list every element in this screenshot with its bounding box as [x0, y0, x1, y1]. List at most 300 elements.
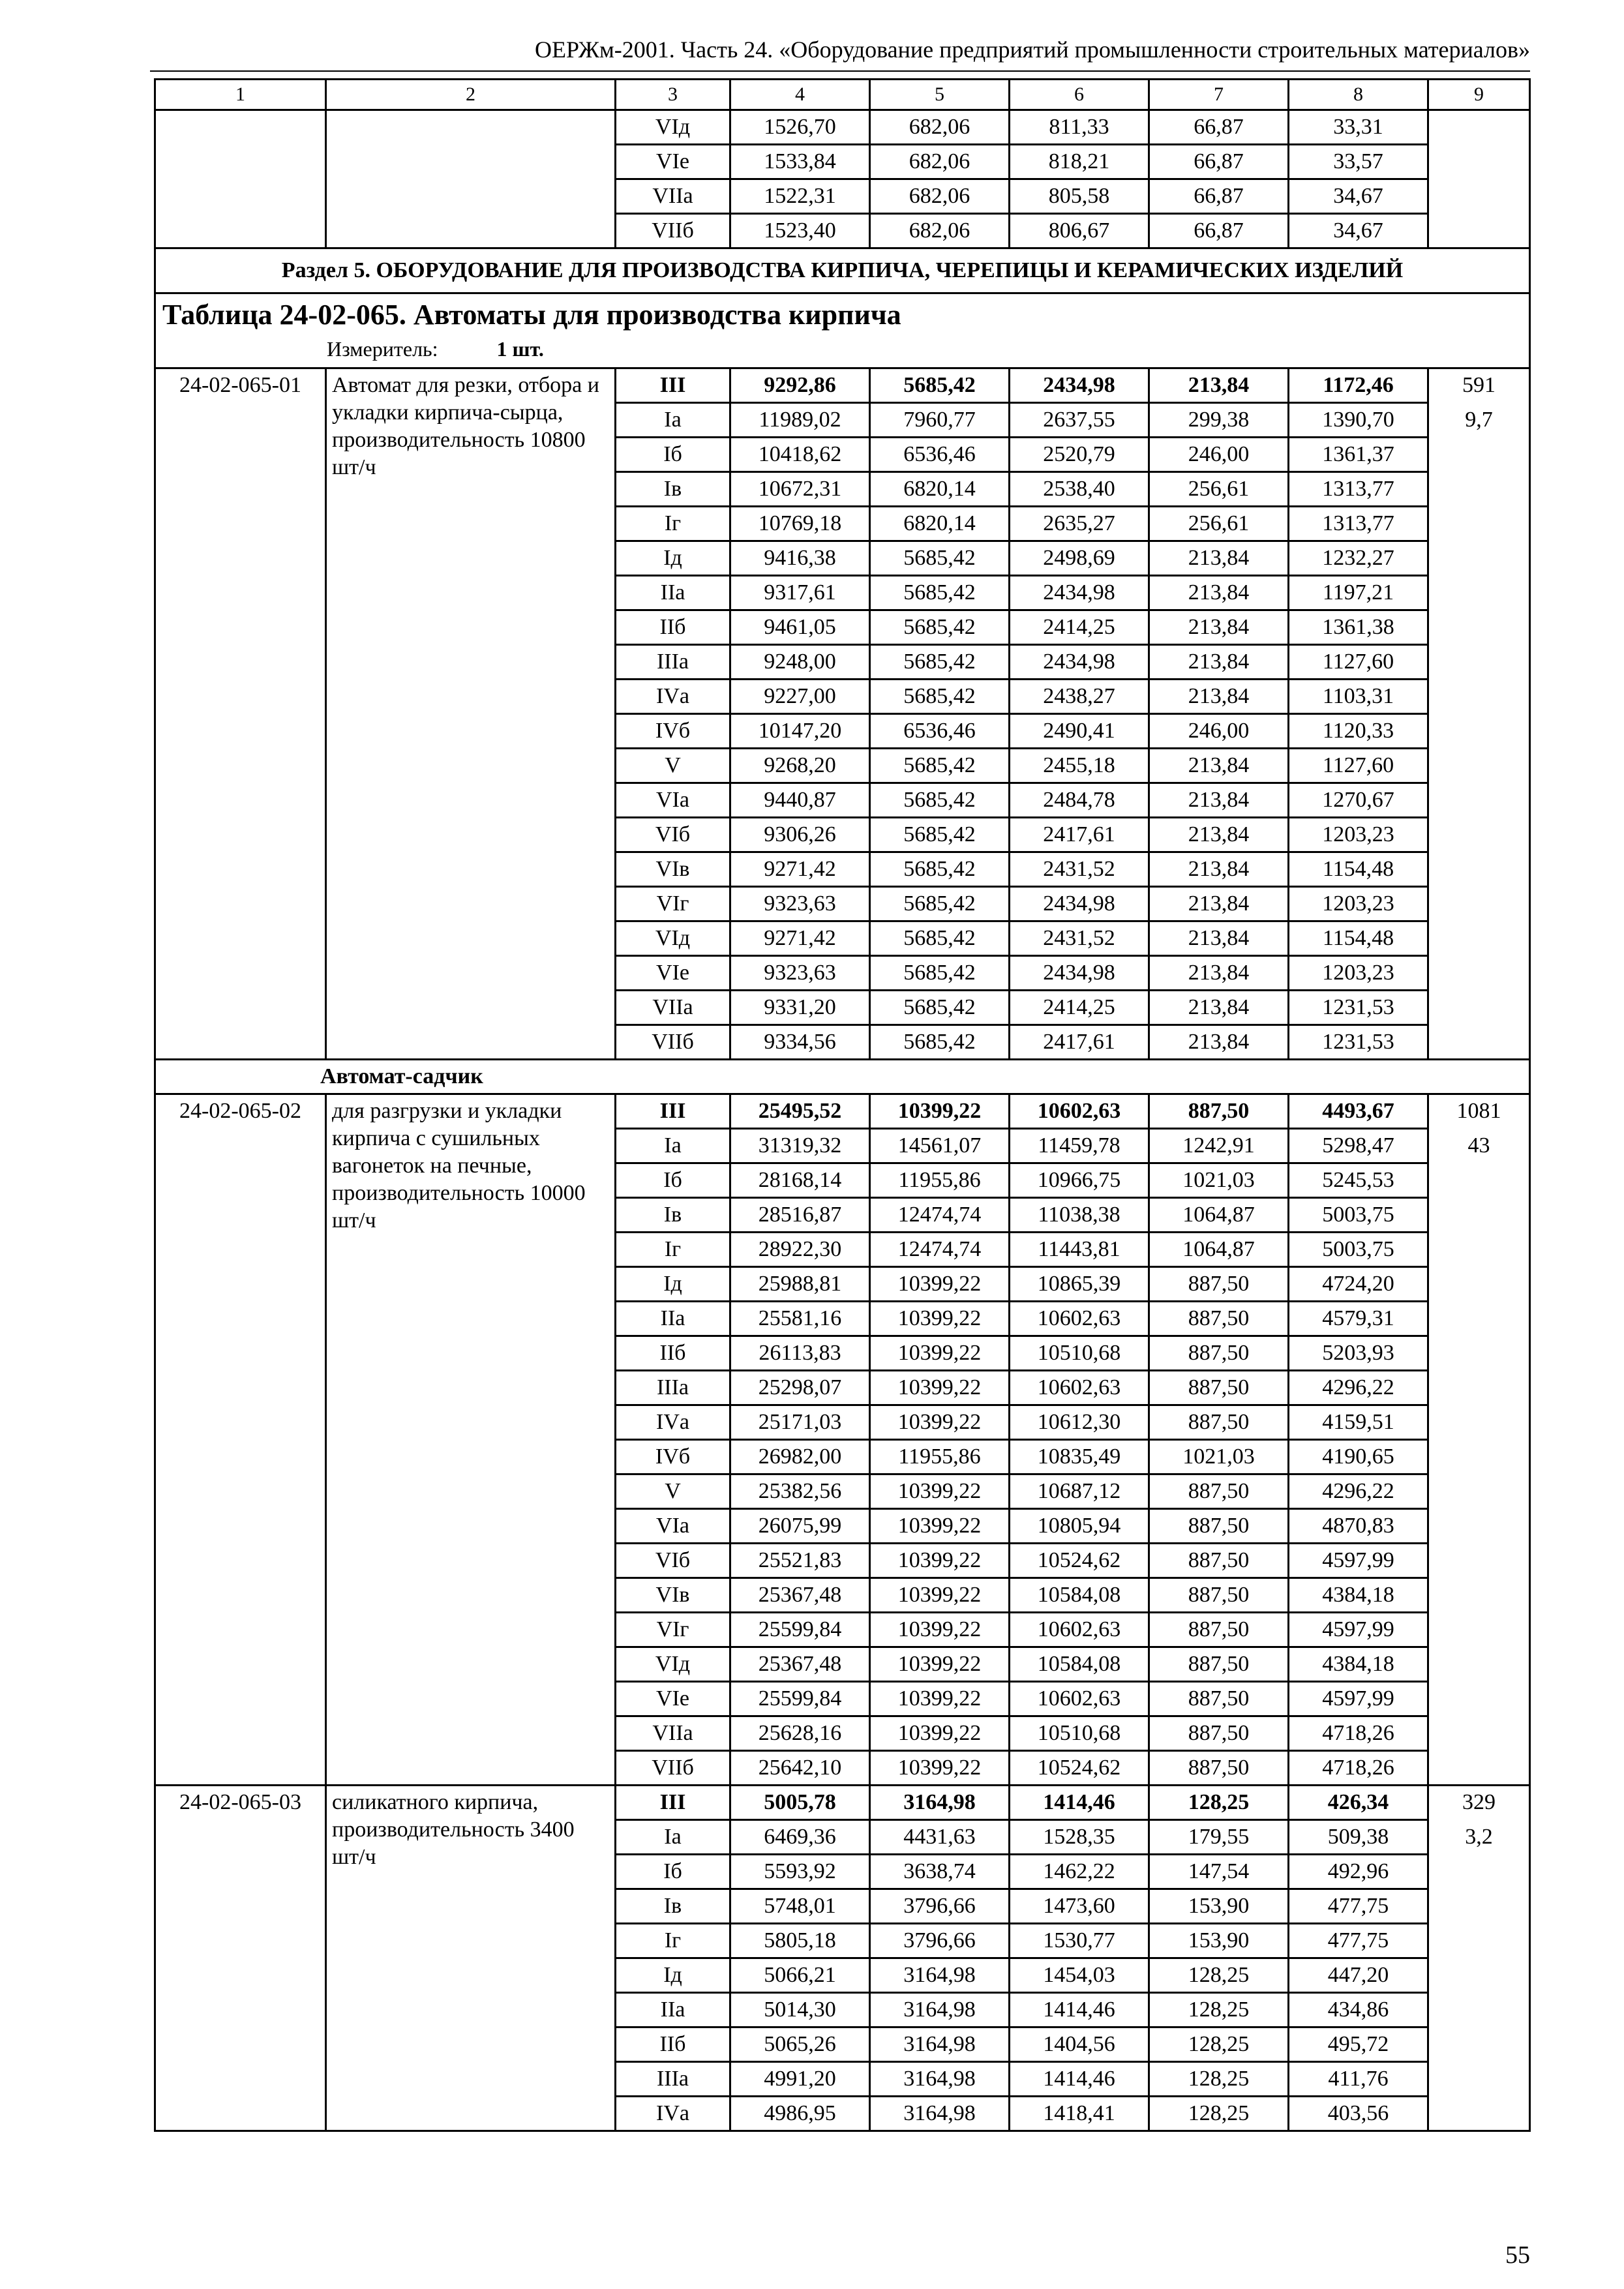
- total-cost-cell: 26075,99: [730, 1509, 870, 1544]
- materials-cell: 33,31: [1289, 110, 1428, 145]
- column-number: 7: [1149, 80, 1289, 110]
- operator-wages-cell: 887,50: [1149, 1267, 1289, 1302]
- materials-cell: 4597,99: [1289, 1613, 1428, 1647]
- column-number: 5: [870, 80, 1010, 110]
- zone-cell: VIв: [616, 852, 730, 887]
- table-row: [155, 1786, 1530, 1820]
- zone-cell: IVб: [616, 714, 730, 749]
- machine-cost-cell: 1473,60: [1010, 1889, 1149, 1924]
- operator-wages-cell: 1021,03: [1149, 1440, 1289, 1474]
- materials-cell: 4579,31: [1289, 1302, 1428, 1336]
- total-cost-cell: 26113,83: [730, 1336, 870, 1371]
- machine-cost-cell: 2414,25: [1010, 610, 1149, 645]
- section-title: Раздел 5. ОБОРУДОВАНИЕ ДЛЯ ПРОИЗВОДСТВА КИРПИЧА, ЧЕРЕПИЦЫ И КЕРАМИЧЕСКИХ ИЗДЕЛИЙ: [155, 248, 1530, 293]
- machine-cost-cell: 2414,25: [1010, 991, 1149, 1025]
- header-rule: [150, 70, 1530, 72]
- machine-cost-cell: 811,33: [1010, 110, 1149, 145]
- wages-cell: 3164,98: [870, 1786, 1010, 1820]
- wages-cell: 10399,22: [870, 1751, 1010, 1786]
- machine-cost-cell: 2431,52: [1010, 921, 1149, 956]
- zone-cell: IVб: [616, 1440, 730, 1474]
- total-cost-cell: 5065,26: [730, 2027, 870, 2062]
- machine-cost-cell: 10966,75: [1010, 1163, 1149, 1198]
- operator-wages-cell: 128,25: [1149, 1958, 1289, 1993]
- operator-wages-cell: 66,87: [1149, 110, 1289, 145]
- total-cost-cell: 9331,20: [730, 991, 870, 1025]
- materials-cell: 447,20: [1289, 1958, 1428, 1993]
- machine-cost-cell: 1418,41: [1010, 2097, 1149, 2131]
- operator-wages-cell: 887,50: [1149, 1302, 1289, 1336]
- wages-cell: 10399,22: [870, 1682, 1010, 1716]
- total-cost-cell: 9306,26: [730, 818, 870, 852]
- wages-cell: 6536,46: [870, 438, 1010, 472]
- wages-cell: 5685,42: [870, 749, 1010, 783]
- total-cost-cell: 5014,30: [730, 1993, 870, 2027]
- zone-cell: VIIа: [616, 1716, 730, 1751]
- operator-wages-cell: 213,84: [1149, 541, 1289, 576]
- total-cost-cell: 25988,81: [730, 1267, 870, 1302]
- zone-cell: VIIб: [616, 1751, 730, 1786]
- column-number: 4: [730, 80, 870, 110]
- total-cost-cell: 10147,20: [730, 714, 870, 749]
- materials-cell: 1231,53: [1289, 991, 1428, 1025]
- total-cost-cell: 5748,01: [730, 1889, 870, 1924]
- total-cost-cell: 9248,00: [730, 645, 870, 680]
- operator-wages-cell: 213,84: [1149, 921, 1289, 956]
- total-cost-cell: 9334,56: [730, 1025, 870, 1060]
- zone-cell: VIIб: [616, 1025, 730, 1060]
- wages-cell: 10399,22: [870, 1094, 1010, 1129]
- labor-value: 329: [1462, 1790, 1496, 1814]
- description-cell: [326, 110, 616, 248]
- materials-cell: 4724,20: [1289, 1267, 1428, 1302]
- total-cost-cell: 26982,00: [730, 1440, 870, 1474]
- machine-cost-cell: 10805,94: [1010, 1509, 1149, 1544]
- zone-cell: Iд: [616, 1267, 730, 1302]
- total-cost-cell: 25367,48: [730, 1647, 870, 1682]
- zone-cell: Iа: [616, 403, 730, 438]
- total-cost-cell: 4991,20: [730, 2062, 870, 2097]
- zone-cell: Iв: [616, 1889, 730, 1924]
- operator-wages-cell: 66,87: [1149, 145, 1289, 179]
- total-cost-cell: 5593,92: [730, 1855, 870, 1889]
- zone-cell: Iа: [616, 1129, 730, 1163]
- zone-cell: IVа: [616, 2097, 730, 2131]
- total-cost-cell: 1526,70: [730, 110, 870, 145]
- materials-cell: 34,67: [1289, 179, 1428, 214]
- total-cost-cell: 25298,07: [730, 1371, 870, 1405]
- zone-cell: IIа: [616, 576, 730, 610]
- operator-wages-cell: 213,84: [1149, 818, 1289, 852]
- wages-cell: 3638,74: [870, 1855, 1010, 1889]
- wages-cell: 3164,98: [870, 1993, 1010, 2027]
- column-number: 6: [1010, 80, 1149, 110]
- wages-cell: 7960,77: [870, 403, 1010, 438]
- total-cost-cell: 4986,95: [730, 2097, 870, 2131]
- wages-cell: 3164,98: [870, 2097, 1010, 2131]
- wages-cell: 12474,74: [870, 1233, 1010, 1267]
- zone-cell: IIб: [616, 1336, 730, 1371]
- machine-cost-cell: 806,67: [1010, 214, 1149, 248]
- wages-cell: 10399,22: [870, 1509, 1010, 1544]
- zone-cell: VIд: [616, 921, 730, 956]
- machine-cost-cell: 1454,03: [1010, 1958, 1149, 1993]
- zone-cell: Iа: [616, 1820, 730, 1855]
- table-title-row: [155, 293, 1530, 368]
- machine-cost-cell: 1414,46: [1010, 1786, 1149, 1820]
- table-row: [155, 368, 1530, 403]
- operator-wages-cell: 887,50: [1149, 1509, 1289, 1544]
- measure-unit: [162, 332, 1522, 366]
- operator-wages-cell: 153,90: [1149, 1889, 1289, 1924]
- zone-cell: VIе: [616, 145, 730, 179]
- machine-cost-cell: 2538,40: [1010, 472, 1149, 507]
- operator-wages-cell: 128,25: [1149, 2027, 1289, 2062]
- zone-cell: Iг: [616, 507, 730, 541]
- labor-value: 591: [1462, 373, 1496, 397]
- zone-cell: Iв: [616, 472, 730, 507]
- materials-cell: 4384,18: [1289, 1578, 1428, 1613]
- total-cost-cell: 1523,40: [730, 214, 870, 248]
- zone-cell: III: [616, 368, 730, 403]
- machine-cost-cell: 10835,49: [1010, 1440, 1149, 1474]
- operator-wages-cell: 179,55: [1149, 1820, 1289, 1855]
- extra-cell: [1428, 110, 1530, 248]
- total-cost-cell: 25599,84: [730, 1613, 870, 1647]
- machine-cost-cell: 1528,35: [1010, 1820, 1149, 1855]
- operator-wages-cell: 887,50: [1149, 1371, 1289, 1405]
- total-cost-cell: 25382,56: [730, 1474, 870, 1509]
- price-table: [154, 78, 1531, 2132]
- machine-cost-cell: 2455,18: [1010, 749, 1149, 783]
- machine-cost-cell: 2434,98: [1010, 645, 1149, 680]
- operator-wages-cell: 213,84: [1149, 783, 1289, 818]
- column-number: 8: [1289, 80, 1428, 110]
- column-number-row: [155, 80, 1530, 110]
- column-number: 2: [326, 80, 616, 110]
- machine-cost-cell: 2498,69: [1010, 541, 1149, 576]
- wages-cell: 10399,22: [870, 1336, 1010, 1371]
- extra-cell: [1428, 1786, 1530, 2131]
- zone-cell: V: [616, 1474, 730, 1509]
- wages-cell: 5685,42: [870, 576, 1010, 610]
- zone-cell: VIб: [616, 818, 730, 852]
- total-cost-cell: 28516,87: [730, 1198, 870, 1233]
- machine-cost-cell: 10602,63: [1010, 1682, 1149, 1716]
- materials-cell: 1127,60: [1289, 645, 1428, 680]
- zone-cell: IVа: [616, 1405, 730, 1440]
- operator-wages-cell: 887,50: [1149, 1716, 1289, 1751]
- zone-cell: IIб: [616, 610, 730, 645]
- machine-cost-cell: 1414,46: [1010, 1993, 1149, 2027]
- zone-cell: VIд: [616, 110, 730, 145]
- materials-cell: 4190,65: [1289, 1440, 1428, 1474]
- total-cost-cell: 9323,63: [730, 956, 870, 991]
- measure-label: Измеритель:: [327, 337, 438, 361]
- code-cell: [155, 110, 326, 248]
- total-cost-cell: 9268,20: [730, 749, 870, 783]
- zone-cell: VIIа: [616, 991, 730, 1025]
- table-title: Таблица 24-02-065. Автоматы для производства кирпича: [162, 299, 901, 331]
- operator-wages-cell: 887,50: [1149, 1682, 1289, 1716]
- zone-cell: III: [616, 1786, 730, 1820]
- operator-wages-cell: 887,50: [1149, 1613, 1289, 1647]
- zone-cell: IIа: [616, 1993, 730, 2027]
- wages-cell: 10399,22: [870, 1544, 1010, 1578]
- zone-cell: IIа: [616, 1302, 730, 1336]
- zone-cell: V: [616, 749, 730, 783]
- operator-wages-cell: 213,84: [1149, 991, 1289, 1025]
- total-cost-cell: 25628,16: [730, 1716, 870, 1751]
- machine-cost-cell: 2417,61: [1010, 1025, 1149, 1060]
- total-cost-cell: 9416,38: [730, 541, 870, 576]
- zone-cell: IIIа: [616, 2062, 730, 2097]
- operator-wages-cell: 1242,91: [1149, 1129, 1289, 1163]
- wages-cell: 6536,46: [870, 714, 1010, 749]
- wages-cell: 5685,42: [870, 852, 1010, 887]
- machine-cost-cell: 1414,46: [1010, 2062, 1149, 2097]
- wages-cell: 3796,66: [870, 1889, 1010, 1924]
- operator-wages-cell: 128,25: [1149, 1993, 1289, 2027]
- operator-wages-cell: 246,00: [1149, 714, 1289, 749]
- zone-cell: VIв: [616, 1578, 730, 1613]
- zone-cell: Iб: [616, 1855, 730, 1889]
- materials-cell: 1154,48: [1289, 921, 1428, 956]
- operator-wages-cell: 256,61: [1149, 507, 1289, 541]
- materials-cell: 4718,26: [1289, 1751, 1428, 1786]
- machine-cost-cell: 2431,52: [1010, 852, 1149, 887]
- measure-value: 1 шт.: [496, 337, 544, 361]
- extra-cell: [1428, 1094, 1530, 1786]
- materials-cell: 4296,22: [1289, 1474, 1428, 1509]
- wages-cell: 4431,63: [870, 1820, 1010, 1855]
- labor-value: 1081: [1456, 1099, 1501, 1123]
- wages-cell: 5685,42: [870, 645, 1010, 680]
- total-cost-cell: 9271,42: [730, 921, 870, 956]
- zone-cell: IIб: [616, 2027, 730, 2062]
- zone-cell: Iг: [616, 1233, 730, 1267]
- machine-cost-cell: 818,21: [1010, 145, 1149, 179]
- machine-cost-cell: 10584,08: [1010, 1578, 1149, 1613]
- operator-wages-cell: 213,84: [1149, 956, 1289, 991]
- page-number: 55: [1505, 2241, 1530, 2269]
- machine-cost-cell: 10510,68: [1010, 1336, 1149, 1371]
- wages-cell: 682,06: [870, 145, 1010, 179]
- total-cost-cell: 9271,42: [730, 852, 870, 887]
- zone-cell: Iг: [616, 1924, 730, 1958]
- total-cost-cell: 5805,18: [730, 1924, 870, 1958]
- operator-wages-cell: 66,87: [1149, 214, 1289, 248]
- wages-cell: 6820,14: [870, 507, 1010, 541]
- code-cell: 24-02-065-02: [155, 1094, 326, 1786]
- machine-cost-cell: 2484,78: [1010, 783, 1149, 818]
- operator-wages-cell: 887,50: [1149, 1751, 1289, 1786]
- materials-cell: 1127,60: [1289, 749, 1428, 783]
- machine-cost-cell: 10524,62: [1010, 1544, 1149, 1578]
- zone-cell: VIд: [616, 1647, 730, 1682]
- running-header: ОЕРЖм-2001. Часть 24. «Оборудование предприятий промышленности строительных материалов»: [534, 37, 1530, 63]
- materials-cell: 1270,67: [1289, 783, 1428, 818]
- zone-cell: VIа: [616, 1509, 730, 1544]
- wages-cell: 5685,42: [870, 1025, 1010, 1060]
- machine-cost-cell: 10687,12: [1010, 1474, 1149, 1509]
- total-cost-cell: 9317,61: [730, 576, 870, 610]
- table-row: [155, 110, 1530, 145]
- zone-cell: VIIа: [616, 179, 730, 214]
- total-cost-cell: 25171,03: [730, 1405, 870, 1440]
- machine-cost-cell: 2637,55: [1010, 403, 1149, 438]
- materials-cell: 5203,93: [1289, 1336, 1428, 1371]
- operator-wages-cell: 213,84: [1149, 887, 1289, 921]
- materials-cell: 1203,23: [1289, 818, 1428, 852]
- column-number: 9: [1428, 80, 1530, 110]
- total-cost-cell: 10769,18: [730, 507, 870, 541]
- operator-wages-cell: 213,84: [1149, 645, 1289, 680]
- materials-cell: 4296,22: [1289, 1371, 1428, 1405]
- subheading-row: [155, 1060, 1530, 1094]
- total-cost-cell: 11989,02: [730, 403, 870, 438]
- materials-cell: 5003,75: [1289, 1198, 1428, 1233]
- wages-cell: 10399,22: [870, 1578, 1010, 1613]
- table-row: [155, 1094, 1530, 1129]
- machine-cost-cell: 10602,63: [1010, 1613, 1149, 1647]
- zone-cell: VIг: [616, 887, 730, 921]
- total-cost-cell: 9323,63: [730, 887, 870, 921]
- total-cost-cell: 9227,00: [730, 680, 870, 714]
- total-cost-cell: 5005,78: [730, 1786, 870, 1820]
- machine-cost-cell: 2434,98: [1010, 887, 1149, 921]
- materials-cell: 1120,33: [1289, 714, 1428, 749]
- weight-value: 9,7: [1465, 408, 1493, 432]
- wages-cell: 3164,98: [870, 1958, 1010, 1993]
- description-cell: силикатного кирпича, производительность 3400 шт/ч: [326, 1786, 616, 2131]
- materials-cell: 5003,75: [1289, 1233, 1428, 1267]
- materials-cell: 495,72: [1289, 2027, 1428, 2062]
- total-cost-cell: 25581,16: [730, 1302, 870, 1336]
- wages-cell: 10399,22: [870, 1302, 1010, 1336]
- machine-cost-cell: 10510,68: [1010, 1716, 1149, 1751]
- operator-wages-cell: 1064,87: [1149, 1198, 1289, 1233]
- zone-cell: VIе: [616, 1682, 730, 1716]
- materials-cell: 1313,77: [1289, 472, 1428, 507]
- operator-wages-cell: 1064,87: [1149, 1233, 1289, 1267]
- total-cost-cell: 28168,14: [730, 1163, 870, 1198]
- materials-cell: 4493,67: [1289, 1094, 1428, 1129]
- zone-cell: Iб: [616, 438, 730, 472]
- code-cell: 24-02-065-01: [155, 368, 326, 1060]
- machine-cost-cell: 2434,98: [1010, 956, 1149, 991]
- total-cost-cell: 9292,86: [730, 368, 870, 403]
- materials-cell: 477,75: [1289, 1889, 1428, 1924]
- materials-cell: 1172,46: [1289, 368, 1428, 403]
- zone-cell: VIе: [616, 956, 730, 991]
- zone-cell: Iд: [616, 541, 730, 576]
- materials-cell: 34,67: [1289, 214, 1428, 248]
- materials-cell: 1197,21: [1289, 576, 1428, 610]
- wages-cell: 682,06: [870, 214, 1010, 248]
- materials-cell: 492,96: [1289, 1855, 1428, 1889]
- operator-wages-cell: 128,25: [1149, 2062, 1289, 2097]
- total-cost-cell: 25495,52: [730, 1094, 870, 1129]
- code-cell: 24-02-065-03: [155, 1786, 326, 2131]
- total-cost-cell: 6469,36: [730, 1820, 870, 1855]
- materials-cell: 1361,37: [1289, 438, 1428, 472]
- machine-cost-cell: 2635,27: [1010, 507, 1149, 541]
- machine-cost-cell: 2434,98: [1010, 368, 1149, 403]
- machine-cost-cell: 2434,98: [1010, 576, 1149, 610]
- extra-cell: [1428, 368, 1530, 1060]
- wages-cell: 11955,86: [870, 1440, 1010, 1474]
- column-number: 3: [616, 80, 730, 110]
- wages-cell: 682,06: [870, 110, 1010, 145]
- operator-wages-cell: 887,50: [1149, 1474, 1289, 1509]
- wages-cell: 5685,42: [870, 921, 1010, 956]
- section-title-row: [155, 248, 1530, 293]
- zone-cell: VIб: [616, 1544, 730, 1578]
- materials-cell: 5245,53: [1289, 1163, 1428, 1198]
- zone-cell: VIIб: [616, 214, 730, 248]
- wages-cell: 5685,42: [870, 783, 1010, 818]
- operator-wages-cell: 213,84: [1149, 1025, 1289, 1060]
- wages-cell: 3164,98: [870, 2027, 1010, 2062]
- zone-cell: Iв: [616, 1198, 730, 1233]
- machine-cost-cell: 1462,22: [1010, 1855, 1149, 1889]
- total-cost-cell: 9440,87: [730, 783, 870, 818]
- machine-cost-cell: 10524,62: [1010, 1751, 1149, 1786]
- column-number: 1: [155, 80, 326, 110]
- wages-cell: 5685,42: [870, 368, 1010, 403]
- materials-cell: 4718,26: [1289, 1716, 1428, 1751]
- wages-cell: 14561,07: [870, 1129, 1010, 1163]
- machine-cost-cell: 10612,30: [1010, 1405, 1149, 1440]
- wages-cell: 5685,42: [870, 541, 1010, 576]
- wages-cell: 5685,42: [870, 887, 1010, 921]
- operator-wages-cell: 213,84: [1149, 610, 1289, 645]
- operator-wages-cell: 213,84: [1149, 749, 1289, 783]
- operator-wages-cell: 153,90: [1149, 1924, 1289, 1958]
- materials-cell: 403,56: [1289, 2097, 1428, 2131]
- operator-wages-cell: 887,50: [1149, 1578, 1289, 1613]
- materials-cell: 1103,31: [1289, 680, 1428, 714]
- materials-cell: 1390,70: [1289, 403, 1428, 438]
- wages-cell: 11955,86: [870, 1163, 1010, 1198]
- total-cost-cell: 25367,48: [730, 1578, 870, 1613]
- materials-cell: 5298,47: [1289, 1129, 1428, 1163]
- wages-cell: 5685,42: [870, 956, 1010, 991]
- materials-cell: 411,76: [1289, 2062, 1428, 2097]
- operator-wages-cell: 213,84: [1149, 576, 1289, 610]
- materials-cell: 4597,99: [1289, 1544, 1428, 1578]
- wages-cell: 10399,22: [870, 1474, 1010, 1509]
- materials-cell: 477,75: [1289, 1924, 1428, 1958]
- operator-wages-cell: 66,87: [1149, 179, 1289, 214]
- machine-cost-cell: 11443,81: [1010, 1233, 1149, 1267]
- total-cost-cell: 1533,84: [730, 145, 870, 179]
- total-cost-cell: 28922,30: [730, 1233, 870, 1267]
- operator-wages-cell: 299,38: [1149, 403, 1289, 438]
- materials-cell: 4384,18: [1289, 1647, 1428, 1682]
- machine-cost-cell: 2520,79: [1010, 438, 1149, 472]
- total-cost-cell: 31319,32: [730, 1129, 870, 1163]
- operator-wages-cell: 147,54: [1149, 1855, 1289, 1889]
- wages-cell: 5685,42: [870, 680, 1010, 714]
- total-cost-cell: 25521,83: [730, 1544, 870, 1578]
- total-cost-cell: 10418,62: [730, 438, 870, 472]
- materials-cell: 1154,48: [1289, 852, 1428, 887]
- materials-cell: 4870,83: [1289, 1509, 1428, 1544]
- materials-cell: 426,34: [1289, 1786, 1428, 1820]
- materials-cell: 1313,77: [1289, 507, 1428, 541]
